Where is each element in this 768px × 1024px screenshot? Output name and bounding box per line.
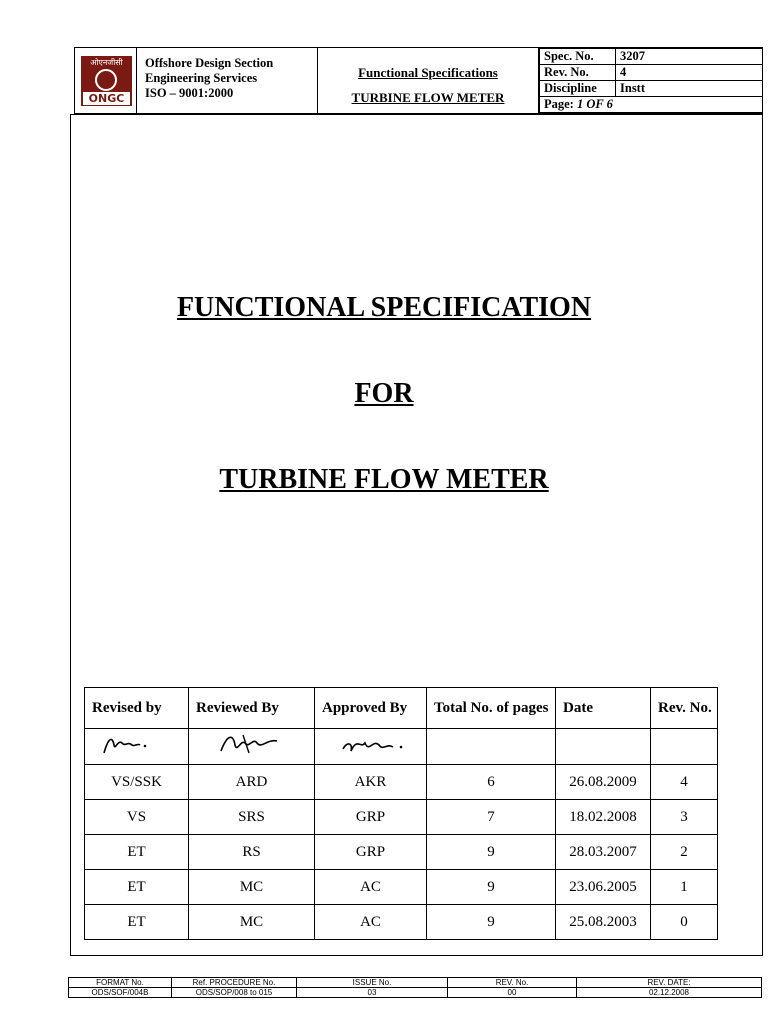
handwritten-signature [92,729,182,759]
column-header: Rev. No. [651,688,718,729]
logo-cell [75,48,137,113]
footer-value-row [69,988,762,998]
spec-info-table [539,48,763,113]
org-line: ISO – 9001:2000 [145,86,234,100]
document-type-cell [317,48,539,113]
doc-subject: TURBINE FLOW METER [351,90,505,105]
document-header [74,47,763,114]
cell-approved: AC [315,870,427,905]
cell-pages: 7 [427,800,556,835]
spec-row [540,81,763,97]
spec-row [540,65,763,81]
title-line-3: TURBINE FLOW METER [219,464,549,495]
cell-date: 18.02.2008 [556,800,651,835]
cell-rev: 1 [651,870,718,905]
cell-revised: ET [85,835,189,870]
column-header: Date [556,688,651,729]
logo-text: ONGC [83,92,130,105]
footer-value: ODS/SOF/004B [69,988,172,998]
signature-reviewed [189,729,315,765]
cell-approved: GRP [315,835,427,870]
ongc-logo [81,56,132,106]
org-line: Engineering Services [145,71,258,85]
doc-type: Functional Specifications [358,65,498,80]
cell-revised: ET [85,905,189,940]
organization-info [145,56,273,101]
cell-reviewed: RS [189,835,315,870]
page-value: 1 OF 6 [576,97,613,111]
logo-top-text: ओएनजीसी [90,58,123,67]
cell-rev: 2 [651,835,718,870]
cell-date: 26.08.2009 [556,765,651,800]
handwritten-signature [321,729,421,759]
footer-label: Ref. PROCEDURE No. [172,978,297,988]
signature-row [85,729,718,765]
footer-label-row [69,978,762,988]
title-line-1: FUNCTIONAL SPECIFICATION [176,292,592,323]
footer-label: REV. DATE: [577,978,762,988]
handwritten-signature [197,729,307,759]
cell-rev: 4 [651,765,718,800]
org-line: Offshore Design Section [145,56,274,70]
cell-approved: GRP [315,800,427,835]
spec-value: 4 [616,65,763,81]
cell-revised: VS [85,800,189,835]
footer-value: ODS/SOP/008 to 015 [172,988,297,998]
title-line-2: FOR [354,378,414,409]
spec-label: Discipline [540,81,616,97]
spec-value: Instt [616,81,763,97]
footer-value: 03 [297,988,448,998]
emblem-icon [95,69,117,91]
cell-approved: AKR [315,765,427,800]
revision-row [85,905,718,940]
footer-label: ISSUE No. [297,978,448,988]
cell-pages: 9 [427,905,556,940]
format-footer [68,977,762,998]
cell-reviewed: SRS [189,800,315,835]
footer-label: FORMAT No. [69,978,172,988]
revision-row [85,765,718,800]
spec-value: 3207 [616,49,763,65]
column-header: Total No. of pages [427,688,556,729]
revision-table [84,687,718,940]
column-header: Revised by [85,688,189,729]
column-header: Reviewed By [189,688,315,729]
page-indicator [540,97,763,113]
cell-rev: 0 [651,905,718,940]
revision-header-row [85,688,718,729]
signature-approved [315,729,427,765]
cell-pages: 9 [427,870,556,905]
cell-reviewed: MC [189,870,315,905]
footer-label: REV. No. [448,978,577,988]
cell-reviewed: MC [189,905,315,940]
footer-value: 02.12.2008 [577,988,762,998]
cell-pages: 6 [427,765,556,800]
cell-approved: AC [315,905,427,940]
revision-row [85,800,718,835]
spec-label: Rev. No. [540,65,616,81]
column-header: Approved By [315,688,427,729]
cell-revised: VS/SSK [85,765,189,800]
cell-rev: 3 [651,800,718,835]
spec-row [540,49,763,65]
signature-revised [85,729,189,765]
footer-value: 00 [448,988,577,998]
cell-revised: ET [85,870,189,905]
cell-date: 25.08.2003 [556,905,651,940]
cell-pages: 9 [427,835,556,870]
revision-row [85,870,718,905]
revision-row [85,835,718,870]
page-label: Page: [544,97,574,111]
cell-date: 28.03.2007 [556,835,651,870]
spec-row [540,97,763,113]
cell-reviewed: ARD [189,765,315,800]
cell-date: 23.06.2005 [556,870,651,905]
spec-label: Spec. No. [540,49,616,65]
